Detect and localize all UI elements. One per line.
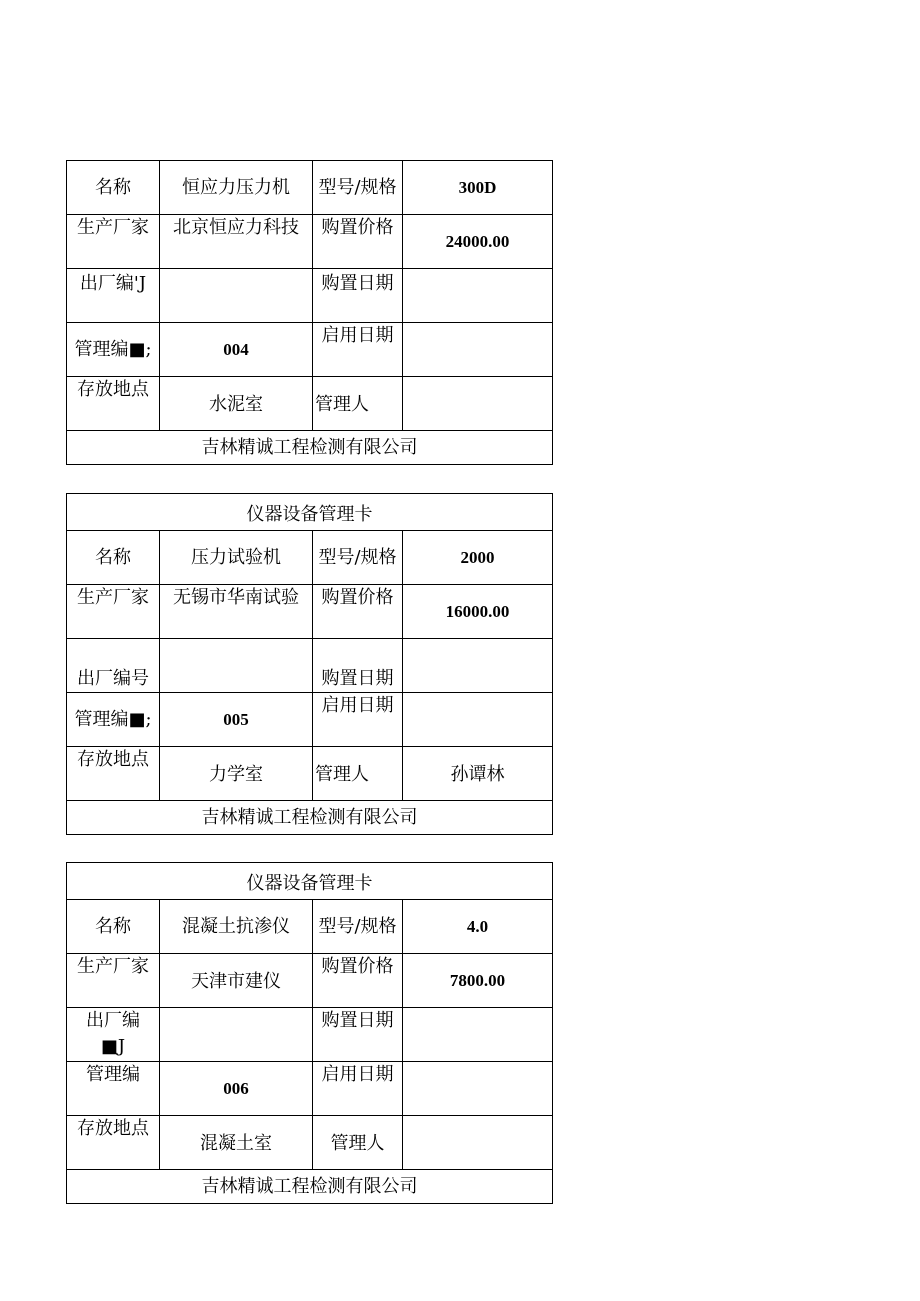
value-model: 2000 xyxy=(403,531,553,585)
value-price: 16000.00 xyxy=(403,585,553,639)
equipment-card-1 xyxy=(66,160,552,465)
label-location: 存放地点 xyxy=(67,377,160,431)
value-serial xyxy=(160,269,313,323)
value-manager xyxy=(403,1116,553,1170)
table-row xyxy=(67,431,553,465)
label-manufacturer: 生产厂家 xyxy=(67,215,160,269)
value-serial xyxy=(160,639,313,693)
value-start-date xyxy=(403,693,553,747)
value-location: 混凝土室 xyxy=(160,1116,313,1170)
table-row xyxy=(67,269,553,323)
value-purchase-date xyxy=(403,269,553,323)
label-price: 购置价格 xyxy=(313,585,403,639)
label-name: 名称 xyxy=(67,161,160,215)
label-manager: 管理人 xyxy=(313,377,403,431)
label-name: 名称 xyxy=(67,900,160,954)
value-management-no: 005 xyxy=(160,693,313,747)
equipment-card-2 xyxy=(66,493,552,835)
table-row xyxy=(67,900,553,954)
table-row xyxy=(67,323,553,377)
value-model: 4.0 xyxy=(403,900,553,954)
label-location: 存放地点 xyxy=(67,1116,160,1170)
equipment-table xyxy=(66,862,553,1204)
value-start-date xyxy=(403,323,553,377)
table-row xyxy=(67,747,553,801)
table-row xyxy=(67,693,553,747)
equipment-table xyxy=(66,160,553,465)
label-manager: 管理人 xyxy=(313,1116,403,1170)
label-start-date: 启用日期 xyxy=(313,693,403,747)
value-manufacturer: 无锡市华南试验 xyxy=(160,585,313,639)
table-row xyxy=(67,954,553,1008)
label-model: 型号/规格 xyxy=(313,900,403,954)
label-location: 存放地点 xyxy=(67,747,160,801)
table-row xyxy=(67,639,553,693)
table-row xyxy=(67,161,553,215)
label-serial: 出厂编'J xyxy=(67,269,160,323)
value-model: 300D xyxy=(403,161,553,215)
label-model: 型号/规格 xyxy=(313,531,403,585)
value-management-no: 006 xyxy=(160,1062,313,1116)
value-price: 24000.00 xyxy=(403,215,553,269)
equipment-table xyxy=(66,493,553,835)
value-purchase-date xyxy=(403,639,553,693)
label-serial: 出厂编■J xyxy=(67,1008,160,1062)
label-management-no: 管理编 xyxy=(67,1062,160,1116)
company-footer: 吉林精诚工程检测有限公司 xyxy=(67,431,553,465)
label-purchase-date: 购置日期 xyxy=(313,639,403,693)
value-management-no: 004 xyxy=(160,323,313,377)
value-manager xyxy=(403,377,553,431)
table-row xyxy=(67,531,553,585)
label-start-date: 启用日期 xyxy=(313,323,403,377)
table-row xyxy=(67,1116,553,1170)
label-model: 型号/规格 xyxy=(313,161,403,215)
label-price: 购置价格 xyxy=(313,215,403,269)
label-name: 名称 xyxy=(67,531,160,585)
table-row xyxy=(67,215,553,269)
value-manufacturer: 天津市建仪 xyxy=(160,954,313,1008)
table-row xyxy=(67,1062,553,1116)
label-management-no: 管理编■; xyxy=(67,693,160,747)
label-purchase-date: 购置日期 xyxy=(313,269,403,323)
value-start-date xyxy=(403,1062,553,1116)
value-manufacturer: 北京恒应力科技 xyxy=(160,215,313,269)
value-name: 压力试验机 xyxy=(160,531,313,585)
company-footer: 吉林精诚工程检测有限公司 xyxy=(67,1170,553,1204)
label-manufacturer: 生产厂家 xyxy=(67,585,160,639)
value-price: 7800.00 xyxy=(403,954,553,1008)
table-row xyxy=(67,1008,553,1062)
value-purchase-date xyxy=(403,1008,553,1062)
table-row xyxy=(67,1170,553,1204)
label-price: 购置价格 xyxy=(313,954,403,1008)
label-manager: 管理人 xyxy=(313,747,403,801)
table-row xyxy=(67,801,553,835)
card-title: 仪器设备管理卡 xyxy=(67,863,553,900)
table-row xyxy=(67,377,553,431)
value-name: 混凝土抗渗仪 xyxy=(160,900,313,954)
label-serial: 出厂编号 xyxy=(67,639,160,693)
label-manufacturer: 生产厂家 xyxy=(67,954,160,1008)
value-serial xyxy=(160,1008,313,1062)
label-management-no: 管理编■; xyxy=(67,323,160,377)
table-row xyxy=(67,494,553,531)
company-footer: 吉林精诚工程检测有限公司 xyxy=(67,801,553,835)
table-row xyxy=(67,863,553,900)
card-title: 仪器设备管理卡 xyxy=(67,494,553,531)
label-start-date: 启用日期 xyxy=(313,1062,403,1116)
value-name: 恒应力压力机 xyxy=(160,161,313,215)
table-row xyxy=(67,585,553,639)
value-location: 力学室 xyxy=(160,747,313,801)
value-manager: 孙谭林 xyxy=(403,747,553,801)
value-location: 水泥室 xyxy=(160,377,313,431)
equipment-card-3 xyxy=(66,862,552,1204)
label-purchase-date: 购置日期 xyxy=(313,1008,403,1062)
